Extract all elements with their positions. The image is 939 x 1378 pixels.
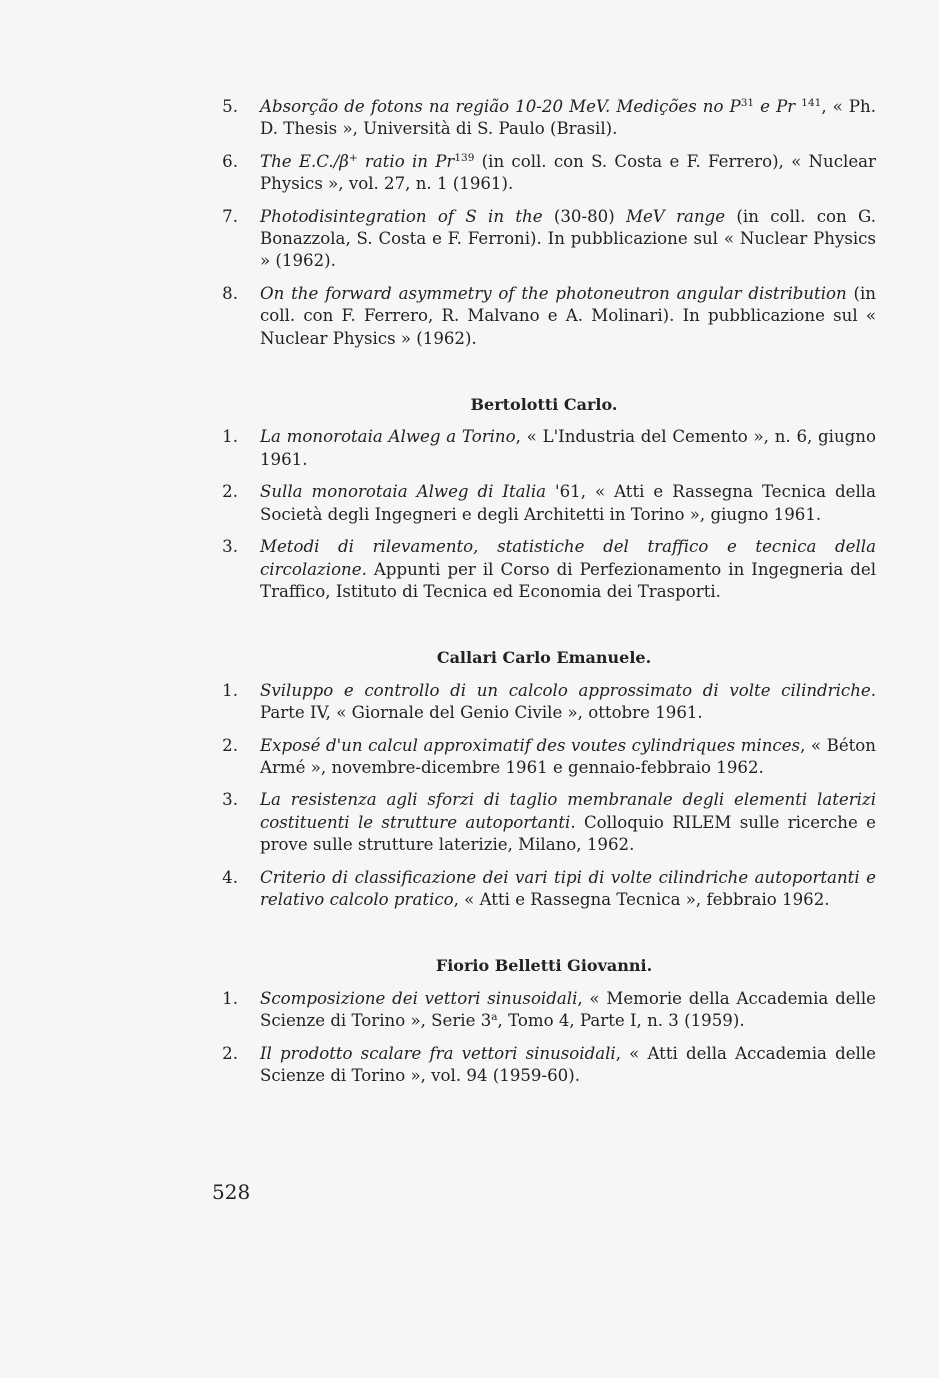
author-heading: Callari Carlo Emanuele. (436, 648, 652, 668)
entry-number: 6. (222, 151, 238, 171)
entry-title-text: Scomposizione dei vettori sinusoidali (260, 988, 578, 1008)
publication-entry (212, 867, 876, 912)
entry-title-text: Sviluppo e controllo di un calcolo approssimato di volte cilindriche. (260, 680, 876, 700)
entry-title-text: The E.C./β (260, 151, 349, 171)
author-heading: Bertolotti Carlo. (470, 395, 618, 415)
entry-text (260, 868, 876, 909)
publication-entry (212, 283, 876, 350)
entry-detail-text: , Tomo 4, Parte I, n. 3 (1959). (497, 1011, 745, 1031)
entry-text (260, 152, 876, 193)
entry-detail-text: (in coll. con G. Bonazzola, S. Costa e F. Ferroni). In pubblicazione sul « Nuclear Physics » (1962). (260, 206, 876, 271)
publication-entry (212, 151, 876, 196)
entry-detail-text: '61, « Atti e Rassegna Tecnica della Società degli Ingegneri e degli Architetti in Torino », giugno 1961. (260, 482, 876, 524)
entry-number: 3. (222, 537, 238, 557)
publication-section (212, 96, 876, 350)
entry-number: 7. (222, 206, 238, 226)
bibliography-page (212, 96, 876, 1097)
entry-text (260, 736, 876, 777)
entry-detail-text: , « Béton Armé », novembre-dicembre 1961 e gennaio-febbraio 1962. (260, 735, 876, 777)
entry-number: 1. (222, 427, 238, 447)
entry-title-text: La resistenza agli sforzi di taglio membranale degli elementi laterizi costituenti le strutture autoportanti. (260, 790, 876, 832)
entry-text (260, 482, 876, 523)
entry-number: 5. (222, 97, 238, 116)
entry-text (260, 284, 876, 348)
entry-number: 2. (222, 482, 238, 502)
entry-title-text: Pr (776, 97, 802, 116)
entry-text (260, 681, 876, 722)
entry-text (260, 790, 876, 854)
entry-detail-text: Colloquio RILEM sulle ricerche e prove sulle strutture laterizie, Milano, 1962. (260, 812, 876, 855)
entry-number: 2. (222, 735, 238, 755)
entry-title-text: MeV range (626, 206, 726, 226)
entry-detail-text: Appunti per il Corso di Perfezionamento in Ingegneria del Traffico, Istituto di Tecnica ed Economia dei Trasporti. (260, 559, 876, 601)
publication-entry (212, 735, 876, 780)
entry-title-text: MeV (569, 97, 605, 116)
superscript: 139 (454, 151, 475, 164)
publication-entry (212, 1043, 876, 1088)
entry-number: 8. (222, 283, 238, 303)
entry-text (260, 207, 876, 271)
publication-entry (212, 536, 876, 603)
entry-text (260, 537, 876, 601)
entry-text (260, 989, 876, 1030)
entry-title-text: ratio in Pr (357, 151, 455, 171)
entry-title-text: . Medições no (605, 97, 730, 116)
entry-number: 2. (222, 1043, 238, 1063)
publication-section (212, 647, 876, 911)
entry-title-text: On the forward asymmetry of the photoneutron angular distribution (260, 283, 847, 303)
entry-number: 3. (222, 790, 238, 810)
author-heading: Fiorio Belletti Giovanni. (435, 956, 653, 976)
publication-section (212, 394, 876, 603)
entry-number: 1. (222, 988, 238, 1008)
entry-title-text: Il prodotto scalare fra vettori sinusoidali (260, 1043, 616, 1063)
entry-title-text: Exposé d'un calcul approximatif des voutes cylindriques minces (260, 735, 801, 755)
entry-detail-text: (in coll. con F. Ferrero, R. Malvano e A. Molinari). In pubblicazione sul « Nuclear Physics » (1962). (260, 283, 876, 348)
publication-entry (212, 481, 876, 526)
publication-entry (212, 988, 876, 1033)
publication-entry (212, 789, 876, 856)
entry-title-text: Photodisintegration of S in the (260, 206, 543, 226)
entry-number: 1. (222, 680, 238, 700)
publication-entry (212, 206, 876, 273)
entry-text (260, 427, 876, 468)
entry-detail-text: (in coll. con S. Costa e F. Ferrero), « Nuclear Physics », vol. 27, n. 1 (1961). (260, 151, 876, 194)
publication-entry (212, 96, 876, 141)
superscript: a (491, 1011, 498, 1024)
entry-detail-text: , « Atti e Rassegna Tecnica », febbraio 1962. (453, 889, 830, 909)
entry-number: 4. (222, 867, 238, 887)
superscript: 141 (801, 97, 822, 109)
entry-title-text: La monorotaia Alweg a Torino (260, 427, 516, 447)
entry-title-text: Metodi di rilevamento, statistiche del traffico e tecnica della circolazione. (260, 537, 876, 579)
entry-detail-text: Parte IV, « Giornale del Genio Civile », ottobre 1961. (260, 703, 703, 723)
publication-entry (212, 426, 876, 471)
entry-text (260, 1044, 876, 1085)
entry-text (260, 97, 876, 138)
superscript: 31 (740, 97, 755, 109)
entry-detail-text: , « L'Industria del Cemento », n. 6, giugno 1961. (260, 427, 876, 469)
entry-detail-text: , « Ph. D. Thesis », Università di S. Paulo (Brasil). (260, 97, 877, 139)
publication-section (212, 955, 876, 1087)
entry-title-text: P (729, 97, 741, 116)
superscript: + (348, 151, 358, 164)
entry-detail-text: , « Atti della Accademia delle Scienze di Torino », vol. 94 (1959-60). (260, 1043, 876, 1085)
publication-entry (212, 680, 876, 725)
entry-title-text: Criterio di classificazione dei vari tipi di volte cilindriche autoportanti e relativo calcolo pratico (260, 867, 876, 909)
entry-title-text: Sulla monorotaia Alweg di Italia (260, 482, 547, 502)
entry-detail-text: , « Memorie della Accademia delle Scienze di Torino », Serie 3 (260, 988, 876, 1031)
page-number: 528 (212, 1180, 251, 1204)
entry-title-text: Absorção de fotons na região 10-20 (260, 97, 570, 116)
entry-title-text: e (754, 97, 777, 116)
entry-detail-text: (30-80) (542, 206, 626, 226)
